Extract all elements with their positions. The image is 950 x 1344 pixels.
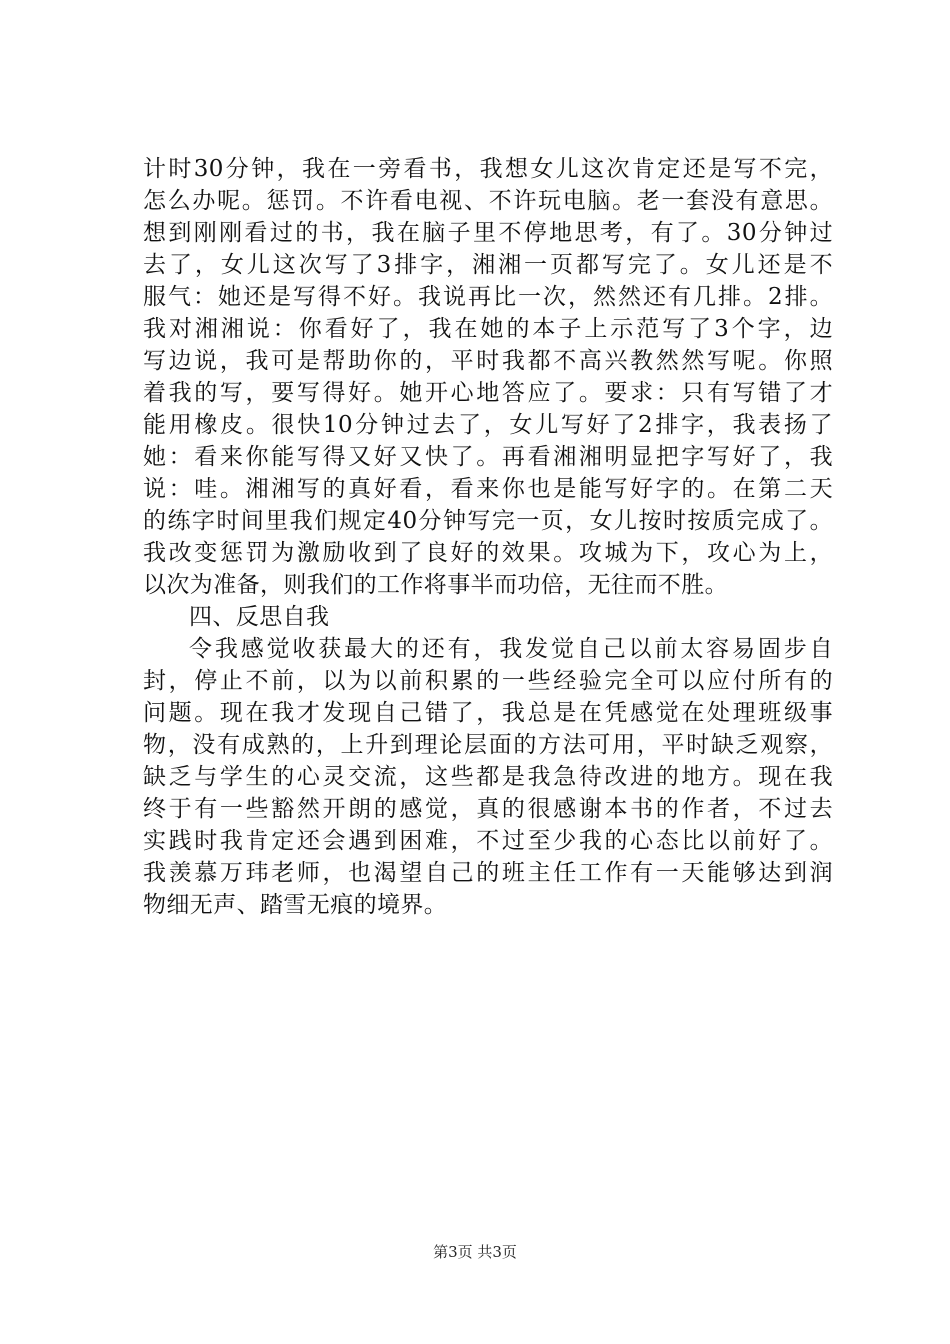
body-text-line: 写边说，我可是帮助你的，平时我都不高兴教然然写呢。你照 <box>143 348 833 374</box>
body-text-line: 封，停止不前，以为以前积累的一些经验完全可以应付所有的 <box>143 668 833 694</box>
body-text-line: 服气：她还是写得不好。我说再比一次，然然还有几排。2排。 <box>143 284 833 310</box>
body-text-line: 我改变惩罚为激励收到了良好的效果。攻城为下，攻心为上， <box>143 540 833 566</box>
body-text-line: 我羡慕万玮老师，也渴望自己的班主任工作有一天能够达到润 <box>143 860 833 886</box>
section-heading: 四、反思自我 <box>189 604 330 630</box>
body-text-line: 说：哇。湘湘写的真好看，看来你也是能写好字的。在第二天 <box>143 476 833 502</box>
body-text-line: 物，没有成熟的，上升到理论层面的方法可用，平时缺乏观察， <box>143 732 833 758</box>
body-text-line: 缺乏与学生的心灵交流，这些都是我急待改进的地方。现在我 <box>143 764 833 790</box>
body-text-line: 去了，女儿这次写了3排字，湘湘一页都写完了。女儿还是不 <box>143 252 833 278</box>
body-text-line: 的练字时间里我们规定40分钟写完一页，女儿按时按质完成了。 <box>143 508 833 534</box>
body-text-line: 我对湘湘说：你看好了，我在她的本子上示范写了3个字，边 <box>143 316 833 342</box>
body-text-line: 实践时我肯定还会遇到困难，不过至少我的心态比以前好了。 <box>143 828 833 854</box>
body-text-line: 能用橡皮。很快10分钟过去了，女儿写好了2排字，我表扬了 <box>143 412 833 438</box>
body-text-line: 问题。现在我才发现自己错了，我总是在凭感觉在处理班级事 <box>143 700 833 726</box>
body-text-line: 令我感觉收获最大的还有，我发觉自己以前太容易固步自 <box>189 636 833 662</box>
body-text-line: 终于有一些豁然开朗的感觉，真的很感谢本书的作者，不过去 <box>143 796 833 822</box>
body-text-line: 她：看来你能写得又好又快了。再看湘湘明显把字写好了，我 <box>143 444 833 470</box>
body-text-line: 着我的写，要写得好。她开心地答应了。要求：只有写错了才 <box>143 380 833 406</box>
body-text-line: 以次为准备，则我们的工作将事半而功倍，无往而不胜。 <box>143 572 728 598</box>
body-text-line: 计时30分钟，我在一旁看书，我想女儿这次肯定还是写不完， <box>143 156 833 182</box>
body-text-line: 想到刚刚看过的书，我在脑子里不停地思考，有了。30分钟过 <box>143 220 833 246</box>
body-text-line: 物细无声、踏雪无痕的境界。 <box>143 892 448 918</box>
body-text-line: 怎么办呢。惩罚。不许看电视、不许玩电脑。老一套没有意思。 <box>143 188 833 214</box>
page-number-footer: 第3页 共3页 <box>433 1243 517 1261</box>
